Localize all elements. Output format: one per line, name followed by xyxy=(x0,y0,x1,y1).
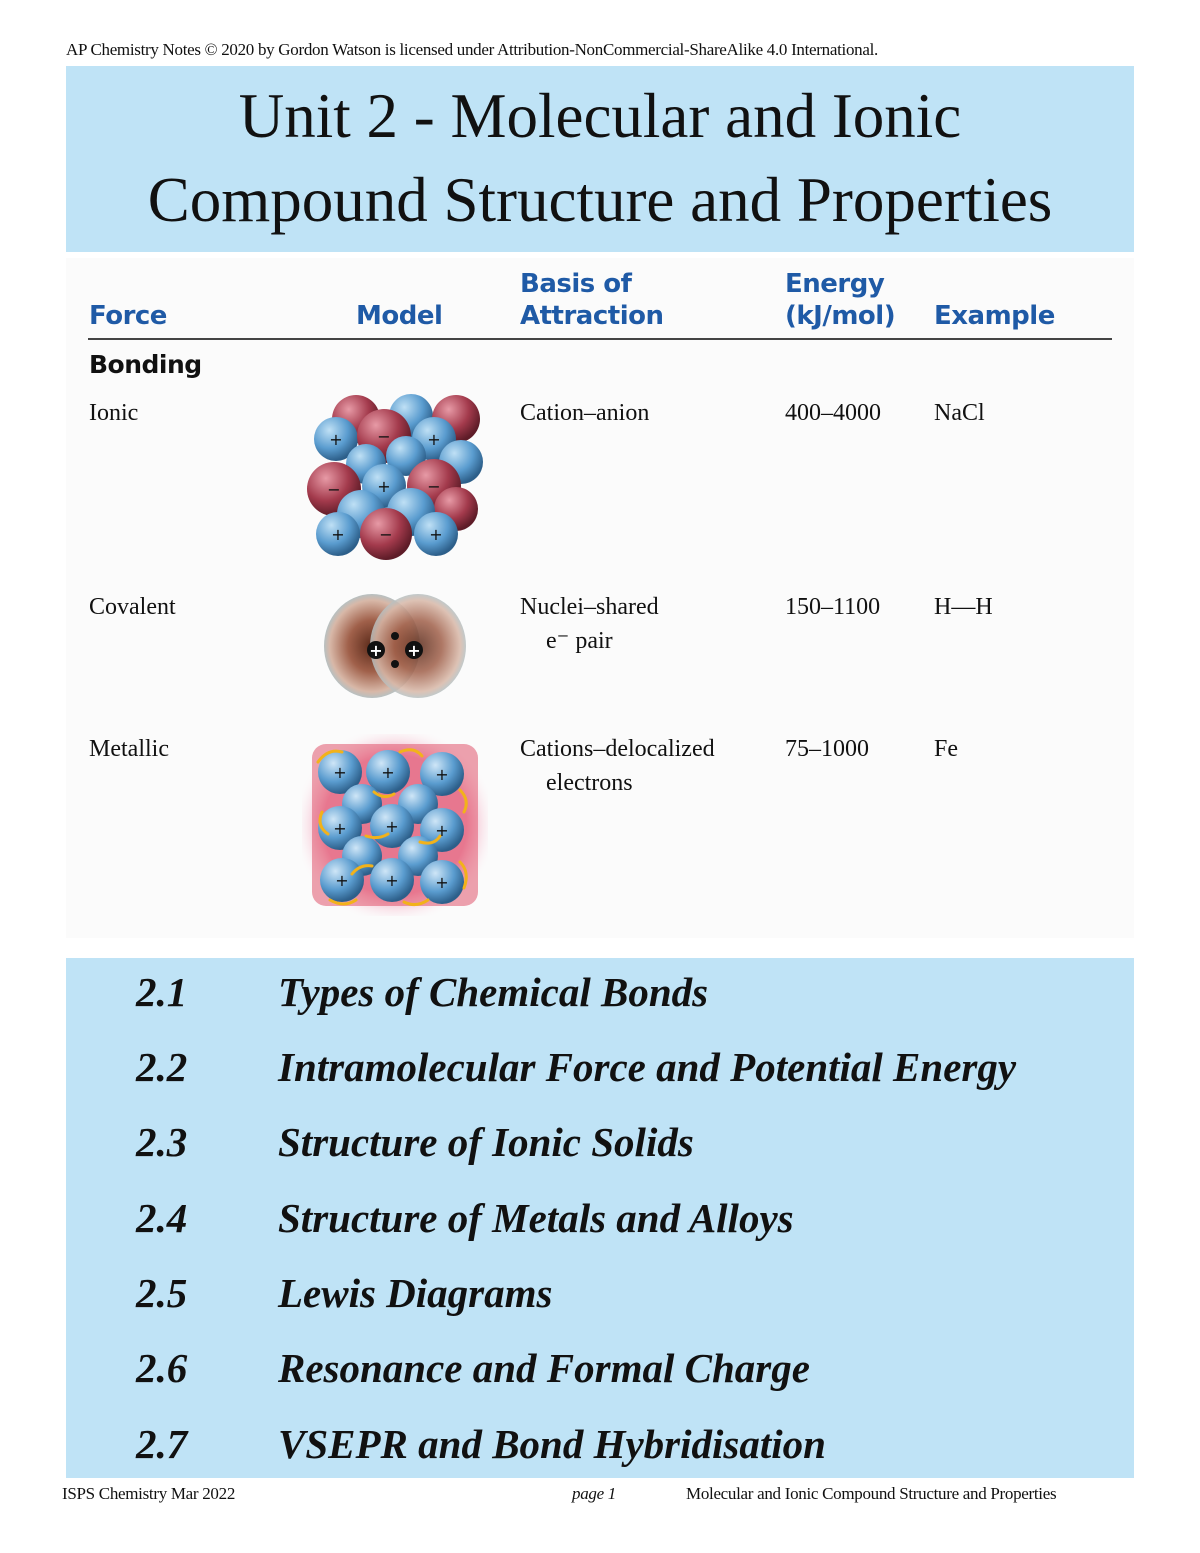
svg-text:+: + xyxy=(333,819,347,838)
header-basis-line-2: Attraction xyxy=(520,301,664,331)
svg-text:+: + xyxy=(377,477,391,496)
toc-number: 2.5 xyxy=(136,1270,188,1316)
toc-title: Lewis Diagrams xyxy=(278,1270,553,1316)
svg-text:−: − xyxy=(327,480,341,499)
footer-right: Molecular and Ionic Compound Structure and Properties xyxy=(686,1484,1057,1503)
toc-number: 2.1 xyxy=(136,969,188,1015)
row-ionic-force: Ionic xyxy=(89,400,139,426)
license-notice: AP Chemistry Notes © 2020 by Gordon Watson is licensed under Attribution-NonCommercial-ShareAlike 4.0 International. xyxy=(66,40,878,59)
svg-text:+: + xyxy=(385,871,399,890)
toc-item[interactable] xyxy=(66,1118,1134,1178)
footer-left: ISPS Chemistry Mar 2022 xyxy=(62,1484,236,1503)
toc-title: Structure of Metals and Alloys xyxy=(278,1195,794,1241)
row-covalent-example: H—H xyxy=(934,594,993,620)
svg-text:+: + xyxy=(429,525,443,544)
toc-title: VSEPR and Bond Hybridisation xyxy=(278,1421,826,1467)
title-banner xyxy=(66,66,1134,252)
toc-item[interactable] xyxy=(66,1194,1134,1254)
svg-text:+: + xyxy=(435,873,449,892)
footer-page-number: page 1 xyxy=(572,1484,616,1503)
header-basis-line-1: Basis of xyxy=(520,269,632,299)
toc-item[interactable] xyxy=(66,968,1134,1028)
svg-text:+: + xyxy=(381,763,395,782)
metallic-lattice-icon xyxy=(300,732,490,923)
header-force: Force xyxy=(89,301,167,331)
svg-text:+: + xyxy=(407,641,421,660)
toc-number: 2.6 xyxy=(136,1345,188,1391)
header-model: Model xyxy=(356,301,443,331)
toc-number: 2.4 xyxy=(136,1195,188,1241)
toc-title: Intramolecular Force and Potential Energy xyxy=(278,1044,1017,1090)
svg-text:+: + xyxy=(385,817,399,836)
page-title-line-2: Compound Structure and Properties xyxy=(147,165,1053,235)
row-metallic-force: Metallic xyxy=(89,736,169,762)
section-bonding: Bonding xyxy=(89,350,202,379)
toc-item[interactable] xyxy=(66,1420,1134,1480)
header-energy-line-1: Energy xyxy=(785,269,885,299)
ionic-lattice-icon xyxy=(306,394,486,569)
row-ionic-basis: Cation–anion xyxy=(520,400,650,426)
svg-text:−: − xyxy=(379,525,393,544)
toc-item[interactable] xyxy=(66,1043,1134,1103)
svg-text:+: + xyxy=(331,525,345,544)
row-ionic-energy: 400–4000 xyxy=(785,400,881,426)
toc-number: 2.3 xyxy=(136,1119,188,1165)
svg-text:+: + xyxy=(335,871,349,890)
row-metallic-example: Fe xyxy=(934,736,958,762)
table-of-contents xyxy=(66,958,1134,1478)
bonding-table xyxy=(66,258,1134,938)
toc-number: 2.2 xyxy=(136,1044,188,1090)
row-metallic-basis-line-1: Cations–delocalized xyxy=(520,736,715,762)
row-covalent-force: Covalent xyxy=(89,594,176,620)
toc-number: 2.7 xyxy=(136,1421,188,1467)
svg-text:−: − xyxy=(377,427,391,446)
header-rule xyxy=(88,338,1112,340)
svg-text:+: + xyxy=(333,763,347,782)
toc-title: Resonance and Formal Charge xyxy=(278,1345,810,1391)
toc-title: Types of Chemical Bonds xyxy=(278,969,709,1015)
svg-text:+: + xyxy=(435,765,449,784)
covalent-bond-icon xyxy=(320,586,470,709)
row-ionic-example: NaCl xyxy=(934,400,985,426)
header-example: Example xyxy=(934,301,1055,331)
svg-text:+: + xyxy=(427,430,441,449)
row-covalent-basis-line-2: e⁻ pair xyxy=(546,628,613,654)
header-energy-line-2: (kJ/mol) xyxy=(785,301,896,331)
row-covalent-basis-line-1: Nuclei–shared xyxy=(520,594,659,620)
svg-text:+: + xyxy=(329,430,343,449)
row-covalent-energy: 150–1100 xyxy=(785,594,881,620)
svg-text:+: + xyxy=(435,821,449,840)
toc-item[interactable] xyxy=(66,1269,1134,1329)
svg-text:−: − xyxy=(427,477,441,496)
toc-item[interactable] xyxy=(66,1344,1134,1404)
row-metallic-basis-line-2: electrons xyxy=(546,770,633,796)
row-metallic-energy: 75–1000 xyxy=(785,736,869,762)
page-title-line-1: Unit 2 - Molecular and Ionic xyxy=(238,81,962,151)
toc-title: Structure of Ionic Solids xyxy=(278,1119,694,1165)
svg-text:+: + xyxy=(369,641,383,660)
